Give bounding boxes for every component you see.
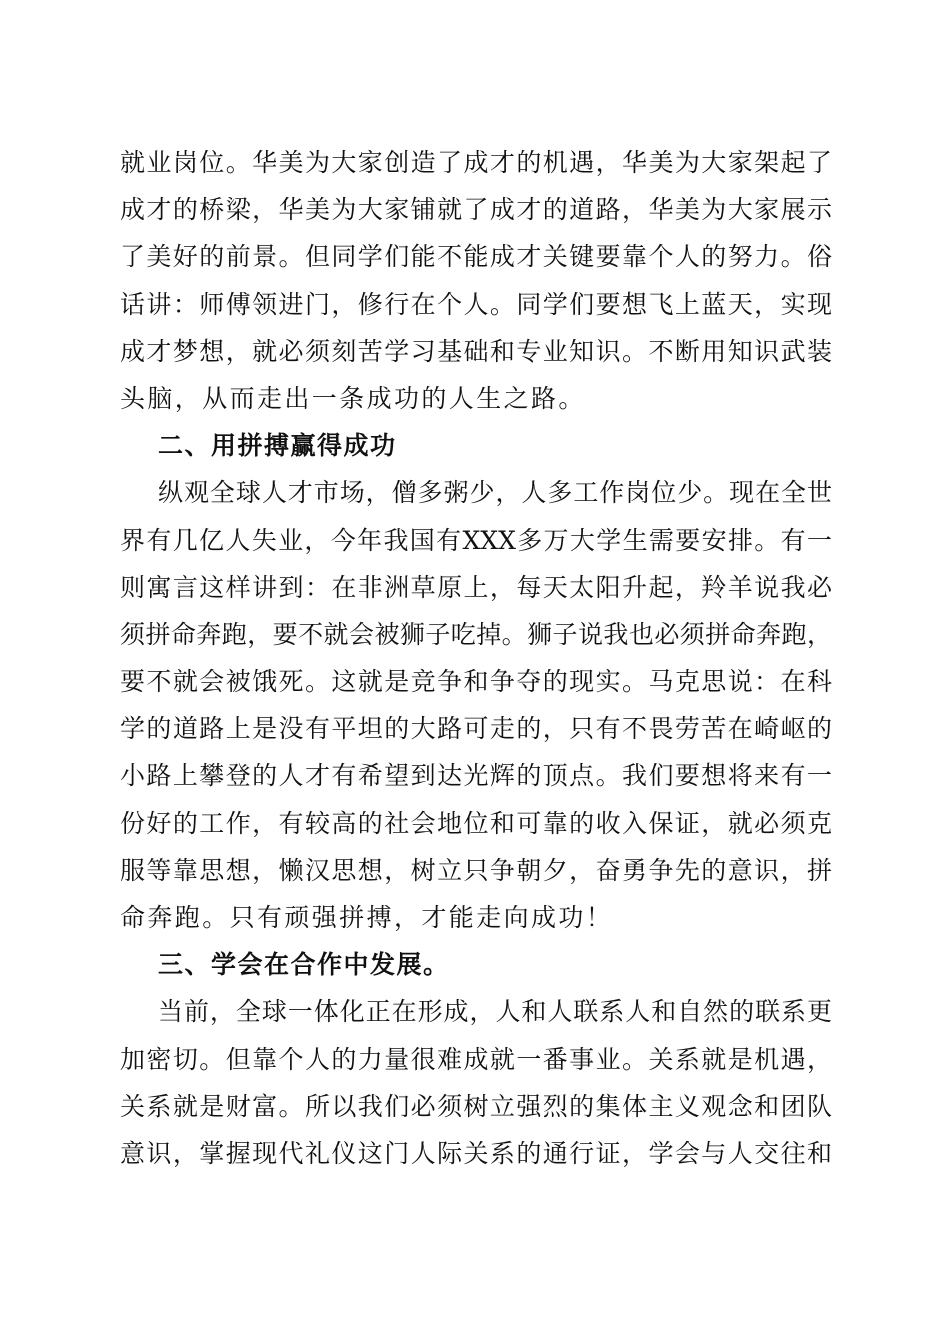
text-line: 则寓言这样讲到：在非洲草原上，每天太阳升起，羚羊说我必 (120, 572, 832, 602)
text-line: 加密切。但靠个人的力量很难成就一番事业。关系就是机遇， (120, 1044, 832, 1074)
text-line: 要不就会被饿死。这就是竞争和争夺的现实。马克思说：在科 (120, 667, 832, 697)
text-line: 学的道路上是没有平坦的大路可走的，只有不畏劳苦在崎岖的 (120, 714, 832, 744)
paragraph-1 (120, 139, 832, 422)
text-line: 界有几亿人失业，今年我国有XXX多万大学生需要安排。有一 (120, 525, 832, 555)
text-line: 服等靠思想，懒汉思想，树立只争朝夕，奋勇争先的意识，拼 (120, 855, 832, 885)
paragraph-2 (120, 469, 832, 941)
text-line: 意识，掌握现代礼仪这门人际关系的通行证，学会与人交往和 (120, 1138, 832, 1168)
text-line: 头脑，从而走出一条成功的人生之路。 (120, 383, 586, 413)
text-line: 了美好的前景。但同学们能不能成才关键要靠个人的努力。俗 (120, 242, 832, 272)
text-line: 关系就是财富。所以我们必须树立强烈的集体主义观念和团队 (120, 1091, 832, 1121)
text-line: 成才梦想，就必须刻苦学习基础和专业知识。不断用知识武装 (120, 336, 832, 366)
text-line: 份好的工作，有较高的社会地位和可靠的收入保证，就必须克 (120, 808, 832, 838)
section-heading-3: 三、学会在合作中发展。 (158, 950, 450, 980)
document-page (120, 139, 832, 1177)
text-line: 话讲：师傅领进门，修行在个人。同学们要想飞上蓝天，实现 (120, 289, 832, 319)
text-line: 须拼命奔跑，要不就会被狮子吃掉。狮子说我也必须拼命奔跑， (120, 619, 832, 649)
text-line: 纵观全球人才市场，僧多粥少，人多工作岗位少。现在全世 (158, 478, 832, 508)
text-line: 成才的桥梁，华美为大家铺就了成才的道路，华美为大家展示 (120, 195, 832, 225)
text-line: 小路上攀登的人才有希望到达光辉的顶点。我们要想将来有一 (120, 761, 832, 791)
section-heading-2: 二、用拼搏赢得成功 (158, 431, 397, 461)
paragraph-3 (120, 988, 832, 1177)
text-line: 就业岗位。华美为大家创造了成才的机遇，华美为大家架起了 (120, 148, 832, 177)
text-line: 命奔跑。只有顽强拼搏，才能走向成功！ (120, 903, 614, 932)
text-line: 当前，全球一体化正在形成，人和人联系人和自然的联系更 (158, 997, 832, 1027)
